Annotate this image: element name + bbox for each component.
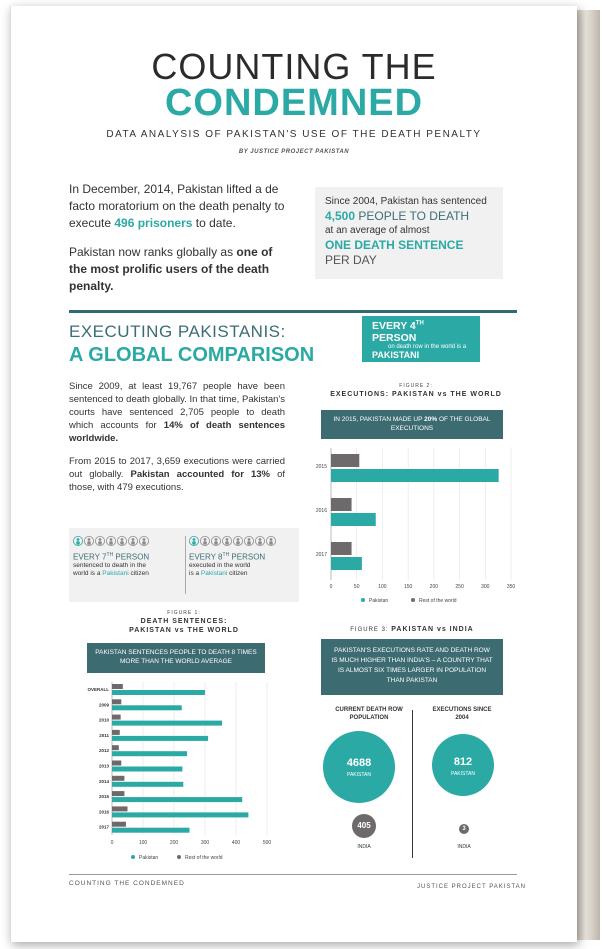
figure-1-title-1: DEATH SENTENCES: bbox=[140, 618, 228, 625]
x-tick-label: 50 bbox=[353, 584, 360, 590]
india-death-row-label: INDIA bbox=[357, 844, 371, 850]
person-head bbox=[77, 538, 80, 541]
ratio-2-line-2-text: is a bbox=[189, 569, 201, 577]
person-body bbox=[120, 541, 123, 544]
subtitle: DATA ANALYSIS OF PAKISTAN'S USE OF THE DEATH PENALTY bbox=[106, 129, 482, 140]
person-body bbox=[109, 541, 112, 544]
person-body bbox=[76, 541, 79, 544]
figure-3-heading bbox=[317, 626, 507, 633]
category-label: 2012 bbox=[98, 748, 109, 754]
person-head bbox=[193, 538, 196, 541]
person-head bbox=[259, 538, 262, 541]
legend-swatch-pakistan bbox=[131, 855, 135, 859]
person-icon bbox=[73, 536, 83, 550]
category-label: 2013 bbox=[98, 763, 109, 769]
x-tick-label: 300 bbox=[200, 840, 210, 846]
person-body bbox=[258, 541, 261, 544]
category-label: 2017 bbox=[98, 824, 109, 830]
intro-text bbox=[69, 181, 291, 307]
bar-rest-of-world bbox=[112, 684, 123, 689]
person-icon bbox=[139, 536, 149, 550]
people-icons-8 bbox=[189, 536, 297, 552]
bar-rest-of-world bbox=[112, 745, 119, 750]
intro-p1-text: In December, 2014, Pakistan lifted a de facto moratorium on the death penalty to execute bbox=[69, 182, 285, 230]
bar-pakistan bbox=[112, 736, 208, 741]
person-body bbox=[131, 541, 134, 544]
ratio-2-line-1: executed in the world bbox=[189, 561, 251, 569]
legend-label-rest: Rest of the world bbox=[419, 598, 457, 604]
person-icon bbox=[200, 536, 210, 550]
person-body bbox=[236, 541, 239, 544]
intro-paragraph-2 bbox=[69, 244, 291, 295]
figure-3-title: PAKISTAN vs INDIA bbox=[391, 626, 474, 633]
bar-rest-of-world bbox=[112, 699, 121, 704]
bar-rest-of-world bbox=[331, 498, 352, 511]
death-sentences-chart bbox=[67, 676, 307, 872]
section-divider bbox=[69, 310, 517, 313]
category-label: 2016 bbox=[315, 508, 327, 514]
pakistan-executions-label: PAKISTAN bbox=[451, 771, 475, 777]
figure-2-box-bold: 20% bbox=[424, 416, 438, 423]
x-tick-label: 150 bbox=[403, 584, 413, 590]
person-head bbox=[248, 538, 251, 541]
stat-box-highlight: ONE DEATH SENTENCE bbox=[325, 238, 464, 252]
bar-rest-of-world bbox=[112, 715, 121, 720]
person-icon bbox=[106, 536, 116, 550]
category-label: 2015 bbox=[315, 464, 327, 470]
figure-3-col-1-title: CURRENT DEATH ROW POPULATION bbox=[335, 707, 403, 721]
section-heading-2: A GLOBAL COMPARISON bbox=[69, 344, 315, 366]
figure-1-caption: FIGURE 1: bbox=[167, 610, 201, 616]
x-tick-label: 100 bbox=[378, 584, 387, 590]
x-tick-label: 0 bbox=[110, 840, 114, 846]
person-head bbox=[215, 538, 218, 541]
person-icon bbox=[189, 536, 199, 550]
person-body bbox=[225, 541, 228, 544]
figure-3-caption: FIGURE 3: bbox=[350, 627, 389, 633]
callout-box bbox=[362, 316, 480, 362]
ratio-2-head bbox=[189, 552, 297, 562]
person-head bbox=[110, 538, 113, 541]
people-icons-7 bbox=[73, 536, 181, 552]
person-head bbox=[143, 538, 146, 541]
pakistan-death-row-value: 4688 bbox=[346, 757, 372, 769]
footer-rule bbox=[69, 874, 517, 875]
section-para-1 bbox=[69, 380, 285, 445]
stat-box-line-1: Since 2004, Pakistan has sentenced bbox=[325, 196, 487, 207]
intro-p2-text: Pakistan now ranks globally as bbox=[69, 245, 237, 259]
figure-2-summary-box bbox=[321, 410, 503, 439]
person-icon bbox=[255, 536, 265, 550]
bar-pakistan bbox=[112, 705, 182, 710]
ratio-2-sup: TH bbox=[222, 552, 230, 558]
byline: BY JUSTICE PROJECT PAKISTAN bbox=[238, 149, 350, 155]
ratio-2-head-text: EVERY 8 bbox=[189, 552, 223, 562]
ratio-2-line-2 bbox=[189, 570, 297, 578]
bar-pakistan bbox=[112, 751, 187, 756]
x-tick-label: 500 bbox=[262, 840, 272, 846]
bar-pakistan bbox=[112, 812, 248, 817]
ratio-1-line-2-text: world is a bbox=[73, 569, 103, 577]
intro-p1-highlight: 496 prisoners bbox=[114, 216, 193, 230]
stat-box-number: 4,500 bbox=[325, 209, 356, 223]
legend-label-pakistan: Pakistan bbox=[369, 598, 389, 604]
india-death-row-circle: 405 bbox=[352, 814, 376, 838]
legend-label-pakistan: Pakistan bbox=[139, 855, 159, 861]
section-para-2 bbox=[69, 455, 285, 494]
intro-paragraph-1 bbox=[69, 181, 291, 232]
bar-rest-of-world bbox=[331, 542, 352, 555]
ratio-col-1 bbox=[73, 536, 181, 578]
pakistan-death-row-label: PAKISTAN bbox=[347, 772, 371, 778]
person-icon bbox=[95, 536, 105, 550]
ratio-1-head-text: EVERY 7 bbox=[73, 552, 107, 562]
para2-bold: Pakistan accounted for 13% bbox=[130, 469, 271, 480]
category-label: 2009 bbox=[98, 702, 109, 708]
person-body bbox=[98, 541, 101, 544]
category-label: 2014 bbox=[98, 778, 109, 784]
figure-1-title-2: PAKISTAN vs THE WORLD bbox=[129, 627, 239, 634]
person-icon bbox=[222, 536, 232, 550]
person-head bbox=[88, 538, 91, 541]
india-executions-label: INDIA bbox=[457, 844, 471, 850]
figure-1-summary-box: PAKISTAN SENTENCES PEOPLE TO DEATH 8 TIMES MORE THAN THE WORLD AVERAGE bbox=[87, 643, 265, 673]
pakistan-executions-value: 812 bbox=[453, 756, 473, 768]
bar-pakistan bbox=[331, 469, 499, 482]
callout-sup: TH bbox=[415, 320, 424, 327]
person-icon bbox=[266, 536, 276, 550]
book-spine bbox=[576, 10, 600, 940]
ratio-2-tail: PERSON bbox=[229, 552, 266, 562]
ratio-box bbox=[69, 528, 299, 602]
x-tick-label: 0 bbox=[329, 584, 333, 590]
figure-3-divider bbox=[412, 710, 413, 858]
executions-chart bbox=[301, 442, 521, 606]
figure-3-summary-box: PAKISTAN'S EXECUTIONS RATE AND DEATH ROW IS MUCH HIGHER THAN INDIA'S – A COUNTRY THAT IS ALMOST SIX TIMES LARGER IN POPULATION THAN PAKISTAN bbox=[321, 639, 503, 695]
infographic-page bbox=[10, 6, 577, 942]
person-head bbox=[99, 538, 102, 541]
person-body bbox=[142, 541, 145, 544]
person-body bbox=[269, 541, 272, 544]
bar-rest-of-world bbox=[331, 454, 359, 467]
person-icon bbox=[117, 536, 127, 550]
bar-rest-of-world bbox=[112, 776, 124, 781]
para2-end: of those, with 479 executions. bbox=[69, 469, 286, 493]
para1-bold: 14% of death sentences worldwide. bbox=[69, 420, 285, 444]
person-body bbox=[87, 541, 90, 544]
bar-pakistan bbox=[331, 513, 376, 526]
person-body bbox=[214, 541, 217, 544]
bar-rest-of-world bbox=[112, 822, 126, 827]
legend-swatch-rest bbox=[411, 598, 415, 602]
pakistan-death-row-circle bbox=[323, 731, 395, 803]
callout-mid: on death row in the world is a bbox=[388, 344, 467, 350]
category-label: OVERALL bbox=[87, 687, 109, 692]
callout-top-rest: PERSON bbox=[372, 332, 417, 344]
figure-2-box-end: OF THE GLOBAL EXECUTIONS bbox=[390, 416, 491, 432]
bar-pakistan bbox=[112, 767, 182, 772]
person-body bbox=[203, 541, 206, 544]
para2-text: From 2015 to 2017, 3,659 executions were carried out globally. bbox=[69, 456, 285, 480]
footer-left: COUNTING THE CONDEMNED bbox=[69, 880, 185, 887]
pakistan-executions-circle bbox=[432, 734, 494, 796]
legend-label-rest: Rest of the world bbox=[185, 855, 223, 861]
ratio-divider bbox=[185, 536, 186, 594]
callout-top bbox=[372, 320, 470, 344]
x-tick-label: 400 bbox=[231, 840, 241, 846]
stat-box-big bbox=[325, 208, 493, 224]
ratio-2-end: citizen bbox=[227, 569, 248, 577]
person-head bbox=[204, 538, 207, 541]
intro-p1-end: to date. bbox=[192, 216, 236, 230]
ratio-col-2 bbox=[189, 536, 297, 578]
x-tick-label: 350 bbox=[506, 584, 516, 590]
stat-box-line-3: at an average of almost bbox=[325, 225, 430, 236]
footer-right: JUSTICE PROJECT PAKISTAN bbox=[417, 884, 527, 890]
ratio-1-head bbox=[73, 552, 181, 562]
figure-2-title: EXECUTIONS: PAKISTAN vs THE WORLD bbox=[330, 391, 502, 398]
section-heading-1: EXECUTING PAKISTANIS: bbox=[69, 322, 286, 341]
category-label: 2017 bbox=[315, 552, 327, 558]
bar-pakistan bbox=[112, 797, 242, 802]
ratio-1-end: citizen bbox=[128, 569, 149, 577]
section-body bbox=[69, 380, 285, 504]
stat-box bbox=[315, 187, 503, 279]
x-tick-label: 200 bbox=[169, 840, 179, 846]
ratio-1-highlight: Pakistani bbox=[102, 569, 129, 577]
bar-rest-of-world bbox=[112, 730, 120, 735]
bar-pakistan bbox=[112, 721, 222, 726]
x-tick-label: 300 bbox=[481, 584, 490, 590]
legend-swatch-rest bbox=[177, 855, 181, 859]
x-tick-label: 200 bbox=[429, 584, 439, 590]
person-head bbox=[270, 538, 273, 541]
category-label: 2016 bbox=[98, 809, 109, 815]
ratio-1-sup: TH bbox=[106, 552, 114, 558]
bar-rest-of-world bbox=[112, 806, 128, 811]
bar-pakistan bbox=[112, 828, 190, 833]
person-body bbox=[247, 541, 250, 544]
person-icon bbox=[244, 536, 254, 550]
title-line-2: CONDEMNED bbox=[164, 82, 424, 124]
ratio-2-highlight: Pakistani bbox=[200, 569, 228, 577]
legend-swatch-pakistan bbox=[361, 598, 365, 602]
ratio-1-tail: PERSON bbox=[113, 552, 150, 562]
stat-box-end: PER DAY bbox=[325, 253, 377, 267]
person-icon bbox=[211, 536, 221, 550]
figure-3-col-2-title: EXECUTIONS SINCE 2004 bbox=[432, 707, 492, 721]
india-executions-circle: 3 bbox=[459, 824, 469, 834]
intro-p2-bold: one of the most prolific users of the death penalty. bbox=[69, 245, 273, 293]
person-icon bbox=[84, 536, 94, 550]
ratio-1-line-2 bbox=[73, 570, 181, 578]
figure-2-box-text: IN 2015, PAKISTAN MADE UP bbox=[333, 416, 425, 423]
category-label: 2010 bbox=[98, 717, 109, 723]
category-label: 2015 bbox=[98, 794, 109, 800]
person-head bbox=[237, 538, 240, 541]
person-head bbox=[121, 538, 124, 541]
person-body bbox=[192, 541, 195, 544]
x-tick-label: 250 bbox=[455, 584, 464, 590]
person-head bbox=[226, 538, 229, 541]
ratio-1-line-1: sentenced to death in the bbox=[73, 561, 147, 569]
bar-pakistan bbox=[112, 782, 183, 787]
bar-rest-of-world bbox=[112, 761, 121, 766]
person-head bbox=[132, 538, 135, 541]
stat-box-number-rest: PEOPLE TO DEATH bbox=[355, 209, 470, 223]
para1-text: Since 2009, at least 19,767 people have been sentenced to death globally. In that time, Pakistan's courts have sentenced 2,705 people to death which accounts for bbox=[69, 381, 285, 431]
title-line-1: COUNTING THE bbox=[151, 46, 437, 87]
callout-bottom: PAKISTANI bbox=[372, 350, 420, 360]
callout-top-text: EVERY 4 bbox=[372, 320, 416, 332]
category-label: 2011 bbox=[99, 732, 109, 738]
person-icon bbox=[128, 536, 138, 550]
person-icon bbox=[233, 536, 243, 550]
bar-pakistan bbox=[112, 690, 205, 695]
bar-rest-of-world bbox=[112, 791, 124, 796]
bar-pakistan bbox=[331, 557, 362, 570]
figure-2-caption: FIGURE 2: bbox=[399, 383, 433, 389]
x-tick-label: 100 bbox=[138, 840, 148, 846]
